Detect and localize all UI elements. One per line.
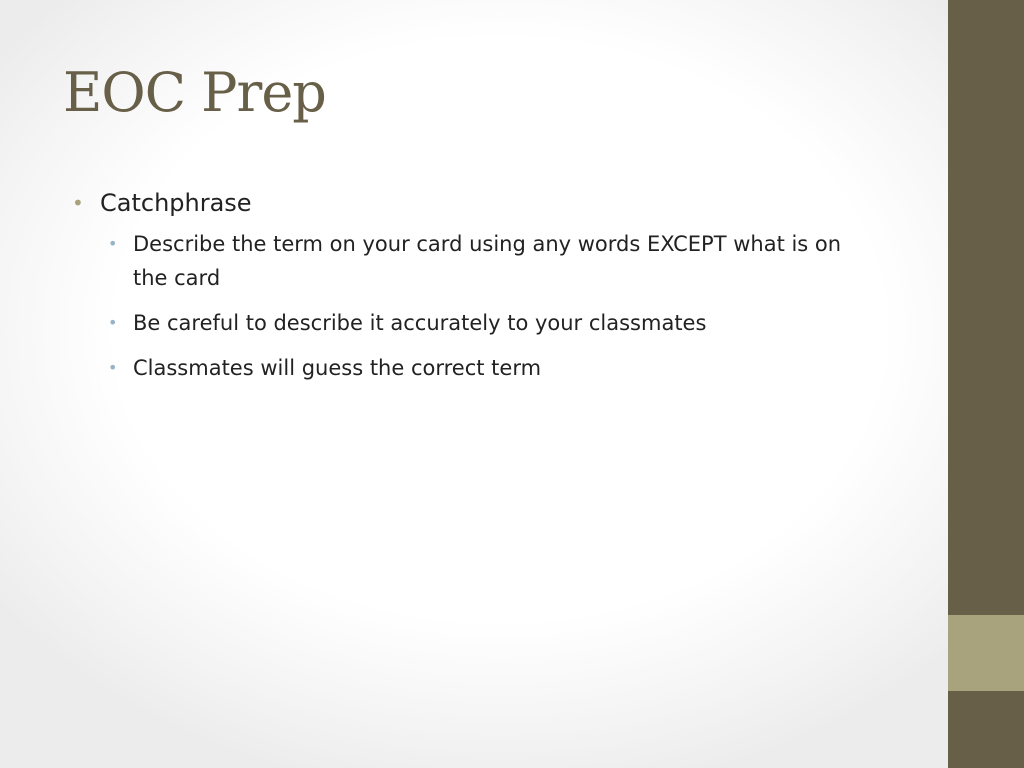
bullet-dot-icon: • [108, 234, 118, 253]
slide-content [72, 186, 882, 385]
sub-bullet-item [108, 227, 882, 295]
sub-bullet-list [72, 227, 882, 385]
bullet-item [72, 186, 882, 220]
sub-bullet-item [108, 306, 882, 340]
decorative-side-bar-accent [948, 615, 1024, 691]
sub-bullet-text: Describe the term on your card using any words EXCEPT what is on the card [133, 232, 842, 290]
bullet-dot-icon: • [72, 191, 84, 215]
sub-bullet-text: Be careful to describe it accurately to your classmates [133, 311, 707, 335]
sub-bullet-text: Classmates will guess the correct term [133, 356, 542, 380]
bullet-dot-icon: • [108, 358, 118, 377]
sub-bullet-item [108, 351, 882, 385]
bullet-text: Catchphrase [100, 189, 252, 217]
slide-title: EOC Prep [63, 61, 326, 124]
bullet-dot-icon: • [108, 313, 118, 332]
